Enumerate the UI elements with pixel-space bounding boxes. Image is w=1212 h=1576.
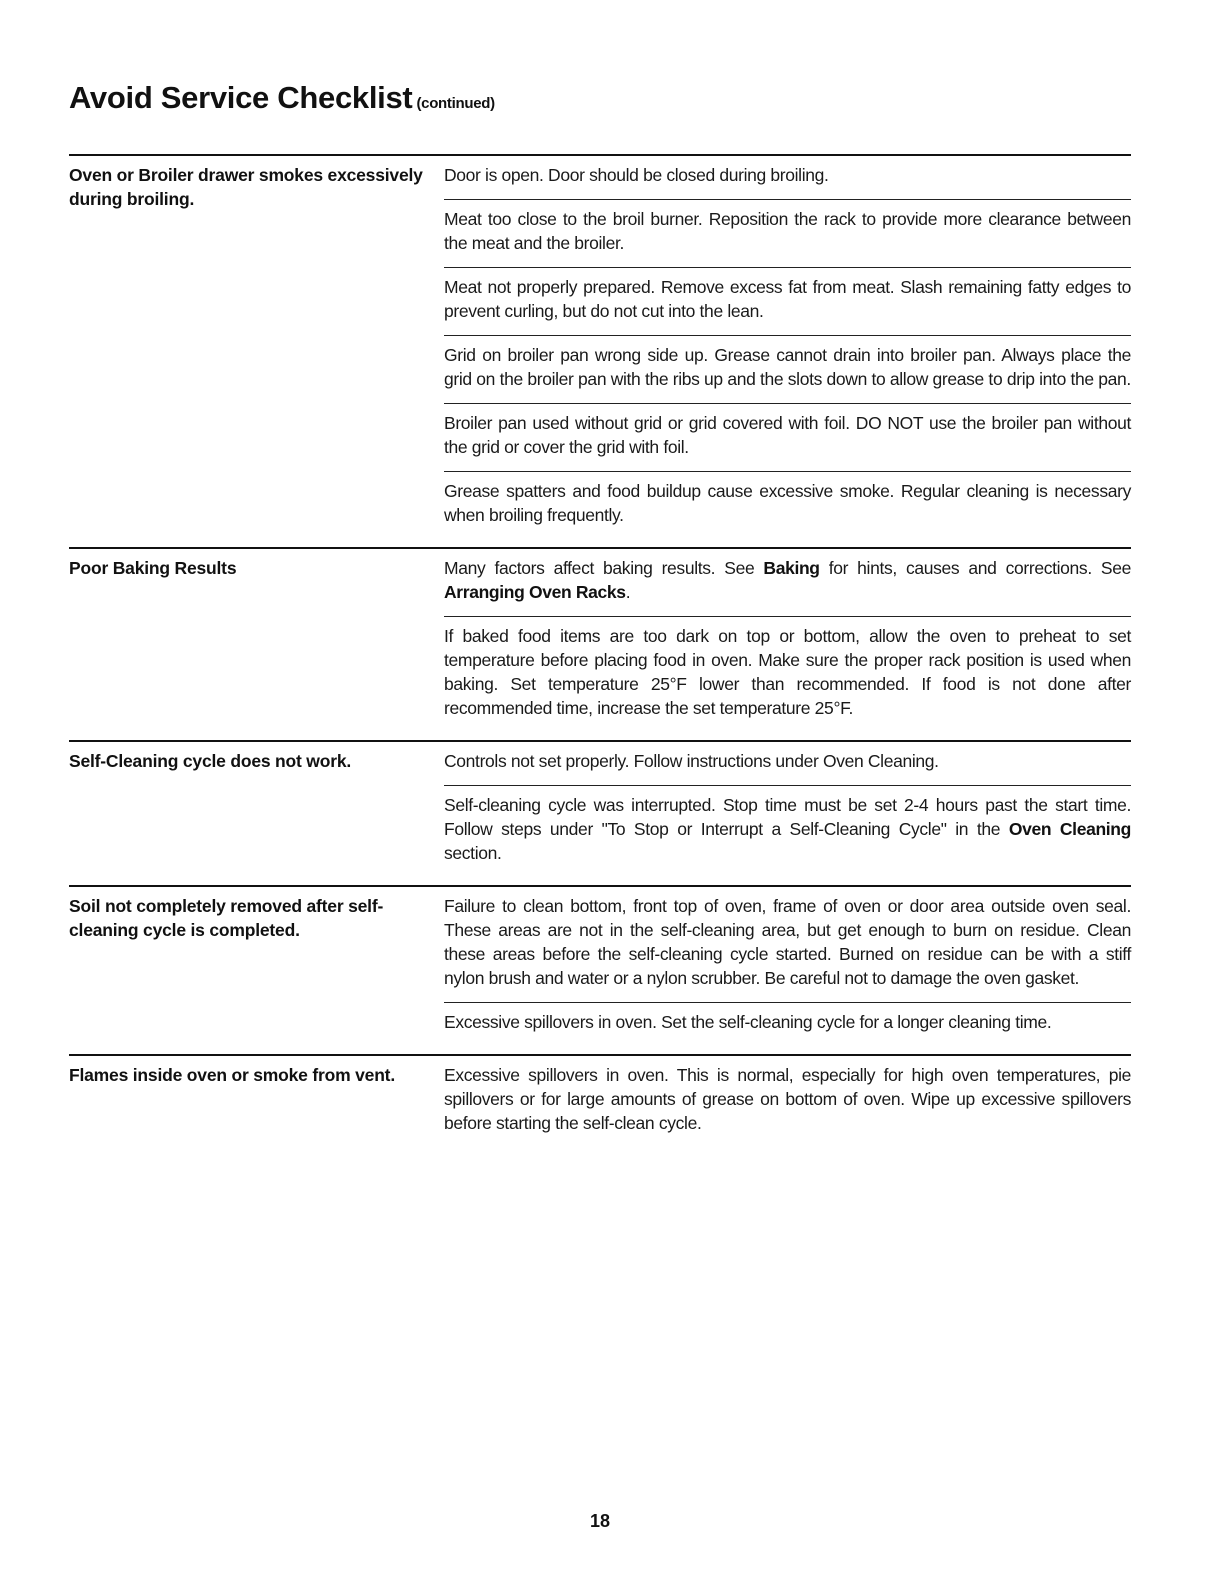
solution-fragment: section. [444, 843, 502, 863]
solution-fragment: Grid on broiler pan wrong side up. Grease cannot drain into broiler pan. Always place the grid on the broiler pan with the ribs up and the slots down to allow grease to drip into the pan. [444, 345, 1131, 389]
checklist-row [69, 547, 1131, 740]
problem-label: Soil not completely removed after self-cleaning cycle is completed. [69, 896, 384, 940]
solution-fragment: Controls not set properly. Follow instructions under Oven Cleaning. [444, 751, 939, 771]
page-subtitle: (continued) [416, 95, 495, 112]
solution-fragment: . [625, 582, 631, 602]
checklist-row [69, 154, 1131, 547]
solution-text [444, 1056, 1131, 1147]
problem-label: Oven or Broiler drawer smokes excessively during broiling. [69, 165, 423, 209]
section-reference: Baking [763, 558, 820, 578]
checklist-row [69, 1054, 1131, 1155]
solution-fragment: Excessive spillovers in oven. Set the self-cleaning cycle for a longer cleaning time. [444, 1012, 1052, 1032]
problem-label: Poor Baking Results [69, 558, 237, 578]
solution-list [444, 156, 1131, 539]
section-reference: Oven Cleaning [1008, 819, 1131, 839]
solution-text [444, 156, 1131, 199]
solution-fragment: Many factors affect baking results. See [444, 558, 764, 578]
solution-fragment: Meat too close to the broil burner. Reposition the rack to provide more clearance between the meat and the broiler. [444, 209, 1131, 253]
solution-text [444, 742, 1131, 785]
solution-list [444, 887, 1131, 1046]
solution-fragment: Door is open. Door should be closed during broiling. [444, 165, 829, 185]
solution-text [444, 471, 1131, 539]
solution-list [444, 742, 1131, 877]
solution-text [444, 335, 1131, 403]
section-reference: Arranging Oven Racks [444, 582, 626, 602]
problem-label: Flames inside oven or smoke from vent. [69, 1065, 395, 1085]
solution-fragment: Self-cleaning cycle was interrupted. Stop time must be set 2-4 hours past the start time. Follow steps under "To Stop or Interrupt a Self-Cleaning Cycle" in the [444, 795, 1131, 839]
solution-fragment: Broiler pan used without grid or grid covered with foil. DO NOT use the broiler pan without the grid or cover the grid with foil. [444, 413, 1131, 457]
problem-label: Self-Cleaning cycle does not work. [69, 751, 352, 771]
solution-fragment: Excessive spillovers in oven. This is normal, especially for high oven temperatures, pie spillovers or for large amounts of grease on bottom of oven. Wipe up excessive spillovers before starting the self-clean cycle. [444, 1065, 1131, 1133]
solution-fragment: Grease spatters and food buildup cause excessive smoke. Regular cleaning is necessary when broiling frequently. [444, 481, 1131, 525]
solution-text [444, 616, 1131, 732]
page-number: 18 [589, 1511, 611, 1531]
solution-text [444, 1002, 1131, 1046]
checklist-table [69, 154, 1131, 1155]
solution-text [444, 267, 1131, 335]
solution-text [444, 403, 1131, 471]
solution-list [444, 549, 1131, 732]
solution-fragment: Meat not properly prepared. Remove excess fat from meat. Slash remaining fatty edges to prevent curling, but do not cut into the lean. [444, 277, 1131, 321]
solution-text [444, 785, 1131, 877]
checklist-row [69, 740, 1131, 885]
page-title [69, 78, 495, 124]
solution-fragment: Failure to clean bottom, front top of oven, frame of oven or door area outside oven seal. These areas are not in the self-cleaning area, but get enough to burn on residue. Clean these areas before the self-cleaning cycle started. Burned on residue can be with a stiff nylon brush and water or a nylon scrubber. Be careful not to damage the oven gasket. [444, 896, 1131, 988]
solution-fragment: If baked food items are too dark on top or bottom, allow the oven to preheat to set temperature before placing food in oven. Make sure the proper rack position is used when baking. Set temperature 25°F lower than recommended. If food is not done after recommended time, increase the set temperature 25°F. [444, 626, 1131, 718]
solution-list [444, 1056, 1131, 1147]
checklist-row [69, 885, 1131, 1054]
solution-text [444, 199, 1131, 267]
solution-fragment: for hints, causes and corrections. See [819, 558, 1131, 578]
solution-text [444, 549, 1131, 616]
solution-text [444, 887, 1131, 1002]
page-title-text: Avoid Service Checklist [69, 80, 413, 115]
